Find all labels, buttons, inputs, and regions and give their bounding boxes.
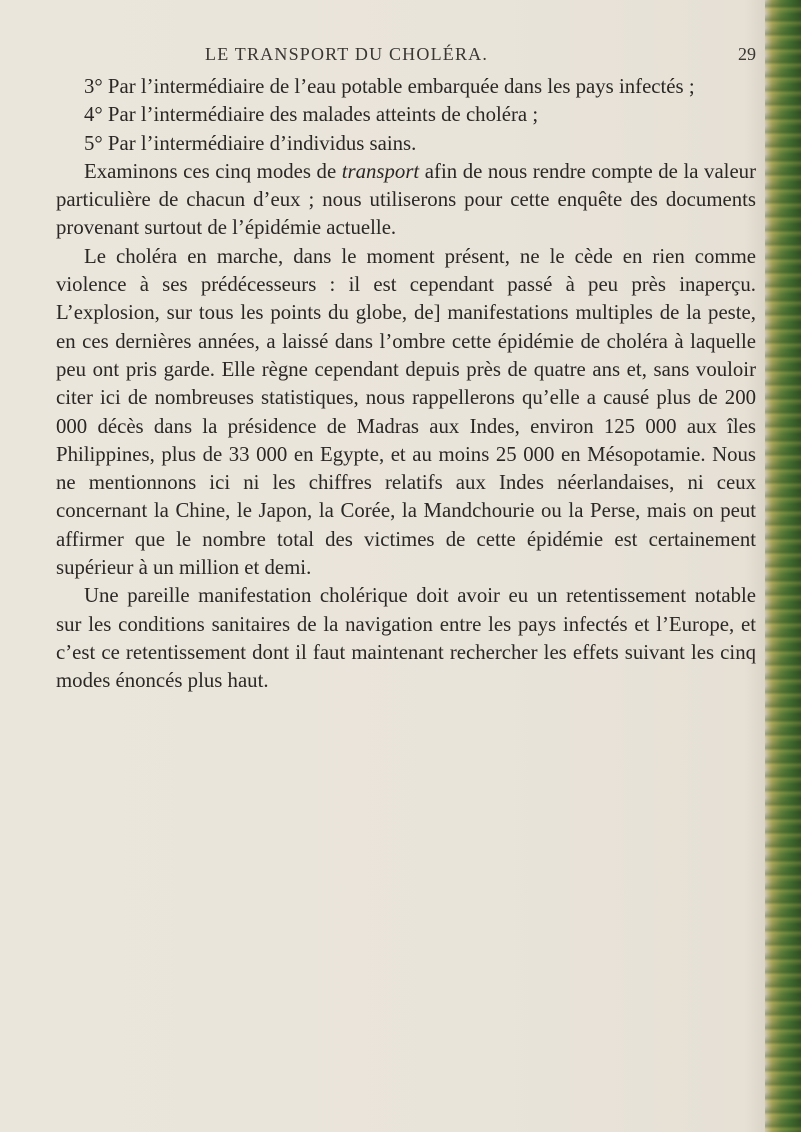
paragraph-pareille-manifestation: Une pareille manifestation cholérique doit avoir eu un retentissement notable sur les conditions sanitaires de la navigation entre les pays infectés et l’Europe, et c’est ce retentissement dont il faut maintenant rechercher les effets suivant les cinq modes énoncés plus haut. — [56, 584, 756, 693]
paragraph-examinons-end: afin de nous rendre compte de la valeur particulière de chacun d’eux ; nous utiliserons pour cette enquête des documents provenant surtout de l’épidémie actuelle. — [56, 159, 757, 240]
body-text — [56, 73, 756, 696]
page-number: 29 — [738, 44, 756, 64]
paragraph-examinons-start: Examinons ces cinq modes de — [84, 159, 342, 183]
page-binding-edge — [765, 0, 801, 1132]
paragraph-cholera-en-marche: Le choléra en marche, dans le moment présent, ne le cède en rien comme violence à ses prédécesseurs : il est cependant passé à peu près inaperçu. L’explosion, sur tous les points du globe, de] manifestations multiples de la peste, en ces dernières années, a laissé dans l’ombre cette épidémie de choléra à laquelle peu ont pris garde. Elle règne cependant depuis près de quatre ans et, sans vouloir citer ici de nombreuses statistiques, nous rappellerons qu’elle a causé plus de 200 000 décès dans la présidence de Madras aux Indes, environ 125 000 aux îles Philippines, plus de 33 000 en Egypte, et au moins 25 000 en Mésopotamie. Nous ne mentionnons ici ni les chiffres relatifs aux Indes néerlandaises, ni ceux concernant la Chine, le Japon, la Corée, la Mandchourie ou la Perse, mais on peut affirmer que le nombre total des victimes de cette épidémie est certainement supérieur à un million et demi. — [56, 244, 756, 580]
list-item-5: 5° Par l’intermédiaire d’individus sains. — [84, 131, 417, 155]
italic-transport: transport — [341, 159, 420, 183]
list-item-3: 3° Par l’intermédiaire de l’eau potable embarquée dans les pays infectés ; — [84, 75, 695, 98]
paragraph-examinons — [56, 158, 756, 243]
running-title: LE TRANSPORT DU CHOLÉRA. — [205, 44, 489, 64]
list-item-4: 4° Par l’intermédiaire des malades atteints de choléra ; — [84, 103, 539, 127]
